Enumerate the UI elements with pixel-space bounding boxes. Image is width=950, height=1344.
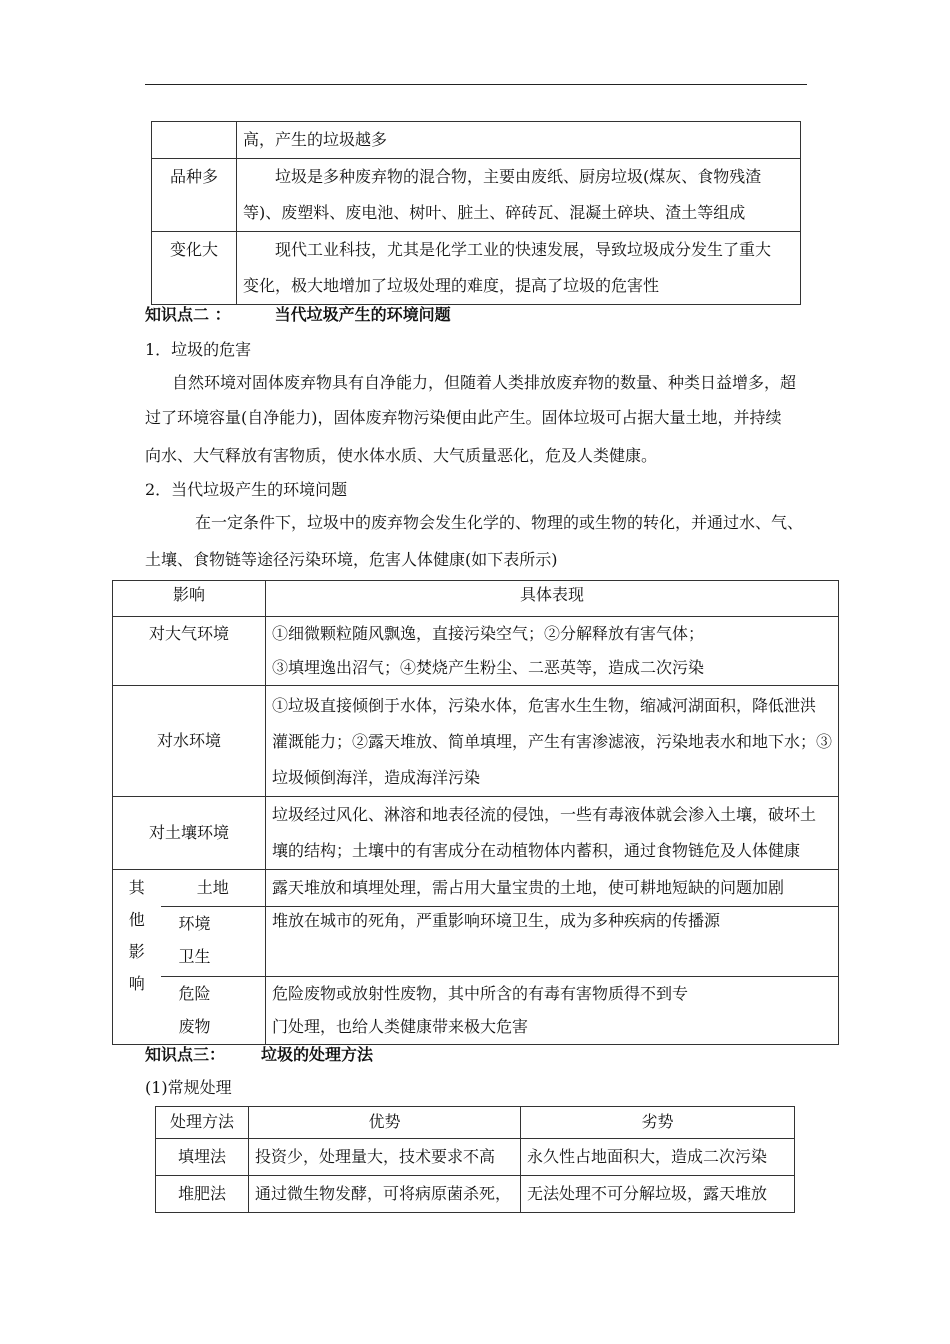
table-row	[113, 870, 839, 907]
paragraph-line: 过了环境容量(自净能力)，固体废弃物污染便由此产生。固体垃圾可占据大量土地，并持续	[145, 408, 782, 427]
row-label: 对水环境	[113, 686, 266, 797]
row-text: 垃圾经过风化、淋溶和地表径流的侵蚀，一些有毒液体就会渗入土壤，破坏土 壤的结构；土壤中的有害成分在动植物体内蓄积，通过食物链危及人体健康	[266, 797, 839, 870]
environmental-impact-table	[112, 580, 839, 1045]
paragraph-line: 自然环境对固体废弃物具有自净能力，但随着人类排放废弃物的数量、种类日益增多，超	[172, 373, 797, 392]
row-text: 高，产生的垃圾越多	[237, 122, 801, 159]
disadvantage-cell: 无法处理不可分解垃圾，露天堆放	[521, 1176, 795, 1213]
header-cell: 影响	[113, 581, 266, 617]
advantage-cell: 通过微生物发酵，可将病原菌杀死，	[249, 1176, 521, 1213]
table-row	[113, 977, 839, 1045]
paragraph-line: 向水、大气释放有害物质，使水体水质、大气质量恶化，危及人类健康。	[145, 446, 658, 465]
table-row	[152, 122, 801, 159]
method-cell: 堆肥法	[156, 1176, 249, 1213]
table-row	[156, 1139, 795, 1176]
processing-methods-table	[155, 1106, 795, 1213]
table-row	[113, 617, 839, 686]
paragraph-line: 土壤、食物链等途径污染环境，危害人体健康(如下表所示)	[145, 550, 558, 569]
row-label: 对大气环境	[113, 617, 266, 686]
row-label: 品种多	[152, 159, 237, 232]
section-heading: 知识点三： 垃圾的处理方法	[145, 1045, 374, 1064]
subheading: 1．垃圾的危害	[145, 340, 252, 359]
row-text: 露天堆放和填埋处理，需占用大量宝贵的土地，使可耕地短缺的问题加剧	[266, 870, 839, 907]
advantage-cell: 投资少，处理量大，技术要求不高	[249, 1139, 521, 1176]
garbage-characteristics-table	[151, 121, 801, 305]
table-row	[152, 159, 801, 232]
row-label: 环境 卫生	[161, 907, 266, 977]
table-row	[113, 797, 839, 870]
row-text: 堆放在城市的死角，严重影响环境卫生，成为多种疾病的传播源	[266, 907, 839, 977]
header-cell: 处理方法	[156, 1107, 249, 1139]
section-heading: 知识点二 ： 当代垃圾产生的环境问题	[145, 305, 451, 324]
row-text: ①细微颗粒随风飘逸，直接污染空气；②分解释放有害气体； ③填埋逸出沼气；④焚烧产生粉尘、二恶英等，造成二次污染	[266, 617, 839, 686]
other-impacts-label: 其 他 影 响	[113, 870, 161, 1045]
table-row	[156, 1176, 795, 1213]
subheading: (1)常规处理	[145, 1078, 232, 1097]
row-label	[152, 122, 237, 159]
table-header-row	[156, 1107, 795, 1139]
header-rule	[145, 84, 807, 85]
row-label: 危险 废物	[161, 977, 266, 1045]
header-cell: 优势	[249, 1107, 521, 1139]
row-text: 现代工业科技，尤其是化学工业的快速发展，导致垃圾成分发生了重大 变化，极大地增加了垃圾处理的难度，提高了垃圾的危害性	[237, 232, 801, 305]
row-label: 土地	[161, 870, 266, 907]
table-row	[113, 686, 839, 797]
subheading: 2．当代垃圾产生的环境问题	[145, 480, 348, 499]
header-cell: 具体表现	[266, 581, 839, 617]
disadvantage-cell: 永久性占地面积大，造成二次污染	[521, 1139, 795, 1176]
table-row	[113, 907, 839, 977]
row-label: 变化大	[152, 232, 237, 305]
paragraph-line: 在一定条件下，垃圾中的废弃物会发生化学的、物理的或生物的转化，并通过水、气、	[195, 513, 804, 532]
method-cell: 填埋法	[156, 1139, 249, 1176]
row-text: 垃圾是多种废弃物的混合物，主要由废纸、厨房垃圾(煤灰、食物残渣 等)、废塑料、废电池、树叶、脏土、碎砖瓦、混凝土碎块、渣土等组成	[237, 159, 801, 232]
header-cell: 劣势	[521, 1107, 795, 1139]
table-header-row	[113, 581, 839, 617]
row-label: 对土壤环境	[113, 797, 266, 870]
table-row	[152, 232, 801, 305]
row-text: 危险废物或放射性废物，其中所含的有毒有害物质得不到专 门处理，也给人类健康带来极大危害	[266, 977, 839, 1045]
row-text: ①垃圾直接倾倒于水体，污染水体，危害水生生物，缩减河湖面积，降低泄洪 灌溉能力；②露天堆放、简单填埋，产生有害渗滤液，污染地表水和地下水；③ 垃圾倾倒海洋，造成海洋污染	[266, 686, 839, 797]
